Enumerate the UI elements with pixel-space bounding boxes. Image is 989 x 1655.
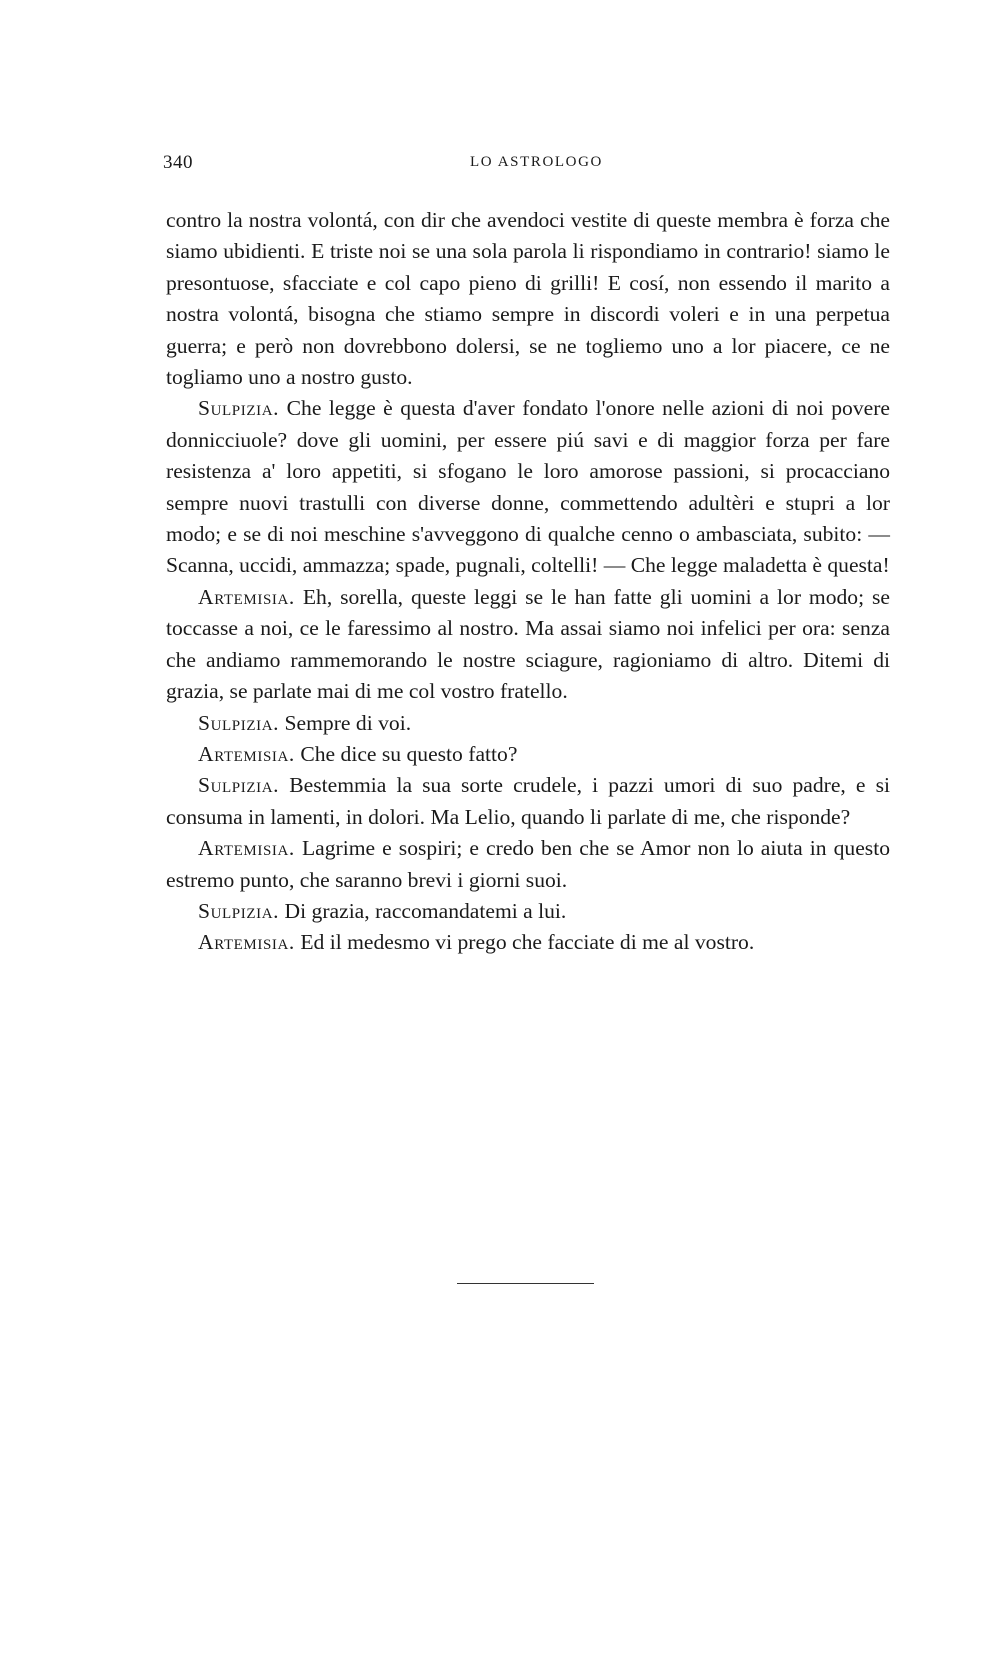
dialogue-text: Di grazia, raccomandatemi a lui. [279,898,567,923]
speaker-name: Sulpizia. [198,773,280,798]
dialogue-text: Sempre di voi. [279,710,412,735]
dialogue-text: Ed il medesmo vi prego che facciate di me al vostro. [294,930,755,955]
speaker-name: Sulpizia. [198,710,280,735]
dialogue-text: Eh, sorella, queste leggi se le han fatte gli uomini a lor modo; se toccasse a noi, ce le faressimo al nostro. Ma assai siamo noi infelici per ora: senza che andiamo rammemorando le nostre sciagure, ragioniamo di altro. Ditemi di grazia, se parlate mai di me col vostro fratello. [166,584,890,704]
dialogue-line [166,833,890,896]
dialogue-text: Che dice su questo fatto? [294,741,518,766]
speaker-name: Artemisia. [198,741,295,766]
dialogue-line [166,739,890,770]
speaker-name: Sulpizia. [198,898,280,923]
speaker-name: Sulpizia. [198,396,280,421]
dialogue-text: Che legge è questa d'aver fondato l'onore nelle azioni di noi povere donnicciuole? dove gli uomini, per essere piú savi e di maggior forza per fare resistenza a' loro appetiti, si sfogano le loro amorose passioni, si procacciano sempre nuovi trastulli con diverse donne, commettendo adultèri e stupri a lor modo; e se di noi meschine s'avveggono di qualche cenno o ambasciata, subito: — Scanna, uccidi, ammazza; spade, pugnali, coltelli! — Che legge maladetta è questa! [166,396,890,578]
dialogue-text: Lagrime e sospiri; e credo ben che se Amor non lo aiuta in questo estremo punto, che saranno brevi i giorni suoi. [166,836,890,892]
speaker-name: Artemisia. [198,930,295,955]
running-title: LO ASTROLOGO [470,154,603,170]
dialogue-line [166,927,890,958]
dialogue-line [166,708,890,739]
speaker-name: Artemisia. [198,836,295,861]
dialogue-line [166,582,890,708]
dialogue-line [166,896,890,927]
dialogue-text: Bestemmia la sua sorte crudele, i pazzi umori di suo padre, e si consuma in lamenti, in dolori. Ma Lelio, quando li parlate di me, che risponde? [166,773,890,829]
paragraph-text: contro la nostra volontá, con dir che avendoci vestite di queste membra è forza che siamo ubidienti. E triste noi se una sola parola li rispondiamo in contrario! siamo le presontuose, sfacciate e col capo pieno di grilli! E cosí, non essendo il marito a nostra volontá, bisogna che stiamo sempre in discordi voleri e in una perpetua guerra; e però non dovrebbono dolersi, se ne togliemo uno a lor piacere, ce ne togliamo uno a nostro gusto. [166,208,890,390]
paragraph-continuation [166,205,890,393]
body-text [166,205,890,959]
page-header [163,152,890,176]
speaker-name: Artemisia. [198,584,295,609]
section-end-rule [457,1283,594,1284]
dialogue-line [166,393,890,581]
page-number: 340 [163,152,193,173]
dialogue-line [166,770,890,833]
